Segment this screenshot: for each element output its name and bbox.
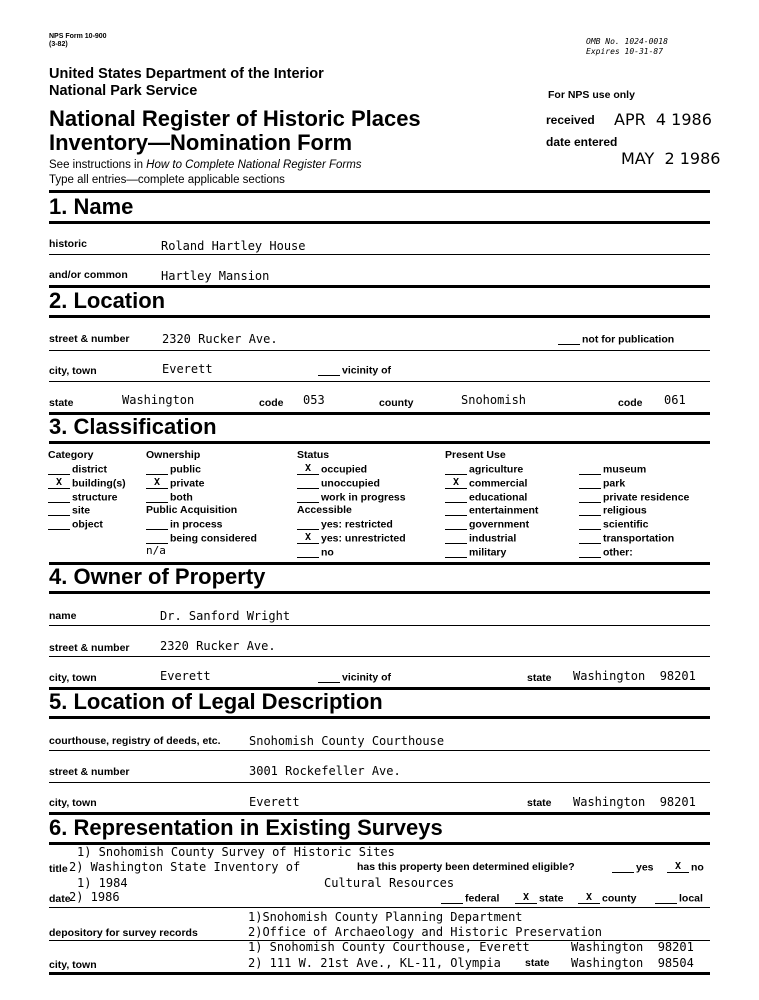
survey-title-2: 2) Washington State Inventory of [69, 860, 301, 874]
depository-1: 1)Snohomish County Planning Department [248, 910, 523, 924]
present-use-checkbox[interactable] [445, 519, 467, 530]
legal-street: 3001 Rockefeller Ave. [249, 764, 401, 778]
accessible-label: no [321, 546, 334, 559]
not-for-publication: not for publication [558, 334, 674, 345]
category-label: object [72, 518, 103, 531]
status-checkbox[interactable] [297, 492, 319, 503]
section5-heading: 5. Location of Legal Description [49, 689, 383, 714]
present-use-checkbox[interactable] [445, 547, 467, 558]
state-label: state [49, 397, 74, 409]
category-checkbox[interactable] [48, 464, 70, 475]
street-label: street & number [49, 333, 130, 345]
present-use-label: commercial [469, 477, 528, 490]
category-option[interactable] [48, 492, 118, 503]
present-use-label: park [603, 477, 626, 490]
present-use-option[interactable] [579, 464, 646, 475]
present-use-option[interactable] [445, 492, 527, 503]
status-option[interactable] [297, 464, 367, 475]
present-use-checkbox[interactable] [579, 505, 601, 516]
category-checkbox[interactable] [48, 505, 70, 516]
survey-title-label: title [49, 863, 68, 875]
survey-city-1: 1) Snohomish County Courthouse, Everett [248, 940, 530, 954]
legal-street-label: street & number [49, 766, 130, 778]
present-use-checkbox[interactable] [579, 492, 601, 503]
level-local: local [655, 893, 703, 904]
ownership-checkbox[interactable] [146, 464, 168, 475]
form-revision: (3-82) [49, 41, 68, 48]
level-county: X county [578, 893, 636, 904]
depository-label: depository for survey records [49, 927, 198, 939]
ownership-label: private [170, 477, 205, 490]
received-stamp: APR 4 1986 [614, 110, 712, 129]
survey-date-label: date [49, 893, 71, 905]
instructions-line1: See instructions in How to Complete National Register Forms [49, 159, 362, 171]
status-label: occupied [321, 463, 368, 476]
legal-city: Everett [249, 795, 300, 809]
owner-street-label: street & number [49, 642, 130, 654]
present-use-label: transportation [603, 532, 675, 545]
accessible-option[interactable] [297, 547, 334, 558]
ownership-option[interactable] [146, 492, 193, 503]
present-use-checkbox[interactable]: X [445, 478, 467, 489]
level-federal: federal [441, 893, 499, 904]
present-use-checkbox[interactable] [445, 464, 467, 475]
ownership-checkbox[interactable] [146, 492, 168, 503]
street-value: 2320 Rucker Ave. [162, 332, 278, 346]
present-use-option[interactable] [579, 478, 625, 489]
accessible-heading: Accessible [297, 504, 352, 516]
accessible-option[interactable] [297, 533, 406, 544]
accessible-checkbox[interactable] [297, 547, 319, 558]
category-checkbox[interactable] [48, 492, 70, 503]
acquisition-checkbox[interactable] [146, 519, 168, 530]
status-checkbox[interactable]: X [297, 464, 319, 475]
present-use-label: military [469, 546, 507, 559]
present-use-heading: Present Use [445, 449, 506, 461]
omb-expires: Expires 10-31-87 [586, 47, 664, 56]
acquisition-label: being considered [170, 532, 257, 545]
present-use-label: industrial [469, 532, 517, 545]
county-value: Snohomish [461, 393, 527, 407]
vicinity-label: vicinity of [318, 365, 391, 376]
status-option[interactable] [297, 492, 406, 503]
accessible-checkbox[interactable]: X [297, 533, 319, 544]
category-option[interactable] [48, 464, 107, 475]
acquisition-checkbox[interactable] [146, 533, 168, 544]
section6-heading: 6. Representation in Existing Surveys [49, 815, 443, 840]
survey-state-label: state [525, 957, 550, 969]
courthouse-label: courthouse, registry of deeds, etc. [49, 735, 221, 747]
eligible-yes: yes [612, 862, 654, 873]
historic-label: historic [49, 238, 87, 250]
category-checkbox[interactable] [48, 519, 70, 530]
date-entered-stamp: MAY 2 1986 [621, 149, 721, 168]
present-use-label: educational [469, 491, 528, 504]
ownership-heading: Ownership [146, 449, 201, 461]
owner-name-label: name [49, 610, 77, 622]
category-label: site [72, 504, 91, 517]
legal-state-label: state [527, 797, 552, 809]
present-use-checkbox[interactable] [579, 533, 601, 544]
level-state: X state [515, 893, 564, 904]
survey-city-label: city, town [49, 959, 97, 971]
owner-city: Everett [160, 669, 211, 683]
acquisition-note: n/a [146, 544, 166, 557]
common-name: Hartley Mansion [161, 269, 270, 283]
present-use-option[interactable] [445, 464, 523, 475]
present-use-option[interactable] [579, 505, 647, 516]
owner-state-label: state [527, 672, 552, 684]
department-name: United States Department of the Interior [49, 66, 324, 82]
city-value: Everett [162, 362, 213, 376]
form-title-line1: National Register of Historic Places [49, 106, 421, 131]
acquisition-heading: Public Acquisition [146, 504, 238, 516]
section3-heading: 3. Classification [49, 414, 217, 439]
present-use-label: private residence [603, 491, 690, 504]
present-use-label: religious [603, 504, 647, 517]
form-number: NPS Form 10-900 [49, 33, 107, 40]
eligible-question: has this property been determined eligible? [357, 861, 575, 873]
present-use-option[interactable] [445, 533, 516, 544]
survey-city-2: 2) 111 W. 21st Ave., KL-11, Olympia [248, 956, 501, 970]
ownership-option[interactable] [146, 478, 204, 489]
present-use-option[interactable] [579, 533, 674, 544]
state-code: 053 [303, 393, 325, 407]
survey-title-3: Cultural Resources [324, 876, 455, 890]
status-heading: Status [297, 449, 330, 461]
received-label: received [546, 113, 595, 127]
survey-title-1: 1) Snohomish County Survey of Historic Sites [77, 845, 395, 859]
historic-name: Roland Hartley House [161, 239, 306, 253]
present-use-option[interactable] [445, 519, 529, 530]
instructions-line2: Type all entries—complete applicable sections [49, 174, 285, 186]
owner-name: Dr. Sanford Wright [160, 609, 291, 623]
present-use-checkbox[interactable] [579, 519, 601, 530]
county-code: 061 [664, 393, 686, 407]
present-use-option[interactable] [445, 478, 527, 489]
omb-number: OMB No. 1024-0018 [586, 37, 668, 46]
present-use-label: museum [603, 463, 647, 476]
survey-date-1: 1) 1984 [77, 876, 128, 890]
present-use-checkbox[interactable] [579, 547, 601, 558]
nps-use-label: For NPS use only [548, 89, 635, 101]
ownership-checkbox[interactable]: X [146, 478, 168, 489]
owner-street: 2320 Rucker Ave. [160, 639, 276, 653]
county-code-label: code [618, 397, 643, 409]
category-label: building(s) [72, 477, 126, 490]
present-use-option[interactable] [579, 547, 633, 558]
code-label: code [259, 397, 284, 409]
section2-heading: 2. Location [49, 288, 166, 313]
present-use-option[interactable] [579, 519, 649, 530]
category-option[interactable] [48, 519, 103, 530]
accessible-label: yes: restricted [321, 518, 393, 531]
present-use-label: government [469, 518, 530, 531]
survey-date-2: 2) 1986 [69, 890, 120, 904]
owner-vicinity: vicinity of [318, 672, 391, 683]
accessible-checkbox[interactable] [297, 519, 319, 530]
present-use-label: scientific [603, 518, 649, 531]
form-title-line2: Inventory—Nomination Form [49, 130, 353, 155]
accessible-option[interactable] [297, 519, 393, 530]
category-option[interactable] [48, 505, 90, 516]
present-use-label: entertainment [469, 504, 539, 517]
acquisition-option[interactable] [146, 519, 223, 530]
status-label: unoccupied [321, 477, 380, 490]
common-label: and/or common [49, 269, 128, 281]
present-use-checkbox[interactable] [445, 492, 467, 503]
present-use-checkbox[interactable] [579, 464, 601, 475]
status-label: work in progress [321, 491, 406, 504]
present-use-label: other: [603, 546, 633, 559]
acquisition-option[interactable] [146, 533, 257, 544]
date-entered-label: date entered [546, 135, 618, 149]
ownership-label: public [170, 463, 201, 476]
category-checkbox[interactable]: X [48, 478, 70, 489]
present-use-checkbox[interactable] [445, 505, 467, 516]
depository-2: 2)Office of Archaeology and Historic Preservation [248, 925, 603, 939]
present-use-checkbox[interactable] [579, 478, 601, 489]
owner-state: Washington 98201 [573, 669, 696, 683]
category-heading: Category [48, 449, 94, 461]
survey-state-1: Washington 98201 [571, 940, 694, 954]
legal-city-label: city, town [49, 797, 97, 809]
status-option[interactable] [297, 478, 380, 489]
category-label: district [72, 463, 108, 476]
acquisition-label: in process [170, 518, 223, 531]
section4-heading: 4. Owner of Property [49, 564, 266, 589]
present-use-option[interactable] [579, 492, 689, 503]
ownership-option[interactable] [146, 464, 201, 475]
present-use-label: agriculture [469, 463, 524, 476]
service-name: National Park Service [49, 83, 198, 99]
section1-heading: 1. Name [49, 194, 134, 219]
present-use-checkbox[interactable] [445, 533, 467, 544]
present-use-option[interactable] [445, 505, 538, 516]
city-label: city, town [49, 365, 97, 377]
state-value: Washington [122, 393, 195, 407]
accessible-label: yes: unrestricted [321, 532, 406, 545]
county-label: county [379, 397, 414, 409]
survey-state-2: Washington 98504 [571, 956, 694, 970]
category-option[interactable] [48, 478, 126, 489]
category-label: structure [72, 491, 118, 504]
eligible-no: X no [667, 862, 704, 873]
present-use-option[interactable] [445, 547, 506, 558]
owner-city-label: city, town [49, 672, 97, 684]
status-checkbox[interactable] [297, 478, 319, 489]
ownership-label: both [170, 491, 193, 504]
legal-state: Washington 98201 [573, 795, 696, 809]
courthouse-value: Snohomish County Courthouse [249, 734, 445, 748]
